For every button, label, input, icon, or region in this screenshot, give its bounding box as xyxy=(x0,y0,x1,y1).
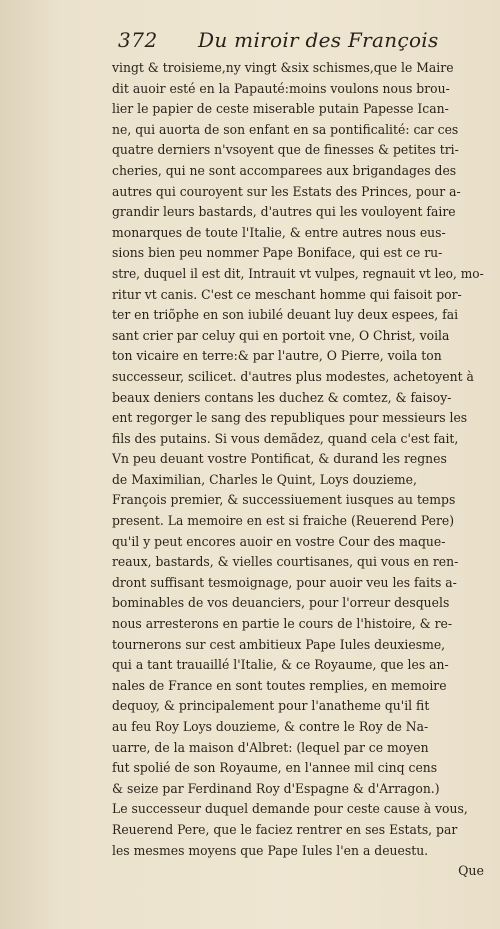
text-line: ritur vt canis. C'est ce meschant homme qui faisoit por- xyxy=(112,286,462,302)
text-line: sions bien peu nommer Pape Boniface, qui est ce ru- xyxy=(112,245,443,261)
text-line: ne, qui auorta de son enfant en sa pontificalité: car ces xyxy=(112,121,459,137)
text-line: uarre, de la maison d'Albret: (lequel par ce moyen xyxy=(112,739,429,755)
text-line: beaux deniers contans les duchez & comtez, & faisoy- xyxy=(112,389,452,405)
text-line: François premier, & successiuement iusques au temps xyxy=(112,492,456,508)
text-line: autres qui couroyent sur les Estats des Princes, pour a- xyxy=(112,183,461,199)
text-line: monarques de toute l'Italie, & entre autres nous eus- xyxy=(112,224,446,240)
text-line: qu'il y peut encores auoir en vostre Cour des maque- xyxy=(112,533,446,549)
page-header xyxy=(118,28,488,58)
text-block xyxy=(112,58,490,882)
text-line: dit auoir esté en la Papauté:moins voulons nous brou- xyxy=(112,80,450,96)
text-line: les mesmes moyens que Pape Iules l'en a deuestu. xyxy=(112,842,429,858)
page-number: 372 xyxy=(118,28,158,52)
text-line: ter en triõphe en son iubilé deuant luy deux espees, fai xyxy=(112,307,459,323)
text-line: nales de France en sont toutes remplies, en memoire xyxy=(112,677,447,693)
catchword: Que xyxy=(458,863,484,879)
text-line: ent regorger le sang des republiques pour messieurs les xyxy=(112,410,468,426)
text-line: stre, duquel il est dit, Intrauit vt vulpes, regnauit vt leo, mo- xyxy=(112,265,484,281)
running-title: Du miroir des François xyxy=(198,28,439,52)
text-line: cheries, qui ne sont accomparees aux brigandages des xyxy=(112,162,457,178)
text-line: fut spolié de son Royaume, en l'annee mil cinq cens xyxy=(112,760,438,776)
text-line: au feu Roy Loys douzieme, & contre le Roy de Na- xyxy=(112,719,429,734)
text-line: dequoy, & principalement pour l'anatheme qu'il fit xyxy=(112,698,430,714)
text-line: de Maximilian, Charles le Quint, Loys douzieme, xyxy=(112,471,417,487)
text-line: quatre derniers n'vsoyent que de finesses & petites tri- xyxy=(112,142,459,158)
text-line: nous arresterons en partie le cours de l'histoire, & re- xyxy=(112,616,453,632)
text-line: reaux, bastards, & vielles courtisanes, qui vous en ren- xyxy=(112,554,459,570)
text-line: & seize par Ferdinand Roy d'Espagne & d'Arragon.) xyxy=(112,780,440,796)
text-line: Reuerend Pere, que le faciez rentrer en ses Estats, par xyxy=(112,821,458,837)
text-line: ton vicaire en terre:& par l'autre, O Pierre, voila ton xyxy=(112,348,442,364)
text-line: dront suffisant tesmoignage, pour auoir veu les faits a- xyxy=(112,574,457,590)
text-line: grandir leurs bastards, d'autres qui les vouloyent faire xyxy=(112,204,456,220)
text-line: Le successeur duquel demande pour ceste cause à vous, xyxy=(112,801,468,817)
text-line: qui a tant trauaillé l'Italie, & ce Royaume, que les an- xyxy=(112,657,449,673)
text-line: tournerons sur cest ambitieux Pape Iules deuxiesme, xyxy=(112,636,446,652)
text-line: sant crier par celuy qui en portoit vne, O Christ, voila xyxy=(112,327,450,343)
text-line: fils des putains. Si vous demãdez, quand cela c'est fait, xyxy=(112,430,459,446)
text-line: Vn peu deuant vostre Pontificat, & durand les regnes xyxy=(112,451,447,467)
text-line: successeur, scilicet. d'autres plus modestes, achetoyent à xyxy=(112,368,474,384)
text-line: present. La memoire en est si fraiche (Reuerend Pere) xyxy=(112,513,455,529)
text-line: bominables de vos deuanciers, pour l'orreur desquels xyxy=(112,595,450,611)
text-line: lier le papier de ceste miserable putain Papesse Ican- xyxy=(112,101,449,117)
text-line: vingt & troisieme,ny vingt &six schismes,que le Maire xyxy=(112,60,454,75)
